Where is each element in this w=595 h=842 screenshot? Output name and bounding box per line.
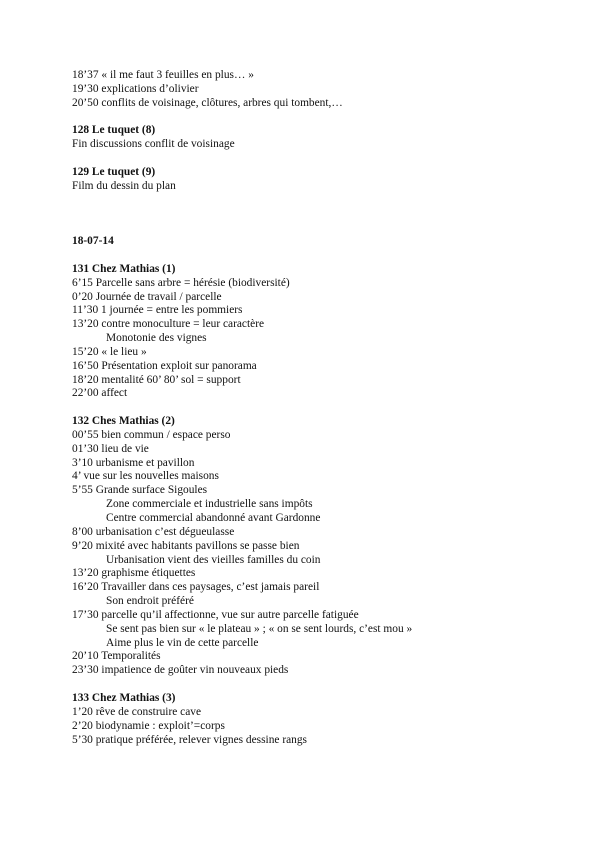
text-line: 20’50 conflits de voisinage, clôtures, arbres qui tombent,… bbox=[72, 96, 343, 109]
text-line: 5’30 pratique préférée, relever vignes dessine rangs bbox=[72, 733, 307, 746]
section-title-132: 132 Ches Mathias (2) bbox=[72, 415, 175, 428]
text-line: 17’30 parcelle qu’il affectionne, vue sur autre parcelle fatiguée bbox=[72, 608, 359, 621]
text-line: 13’20 graphisme étiquettes bbox=[72, 567, 196, 580]
text-line: 5’55 Grande surface Sigoules bbox=[72, 484, 208, 497]
text-line: 22’00 affect bbox=[72, 387, 128, 400]
indented-text-line: Zone commerciale et industrielle sans impôts bbox=[106, 498, 313, 511]
text-line: 18’37 « il me faut 3 feuilles en plus… » bbox=[72, 69, 254, 81]
text-line: 01’30 lieu de vie bbox=[72, 442, 149, 455]
text-line: 00’55 bien commun / espace perso bbox=[72, 428, 231, 441]
text-line: 1’20 rêve de construire cave bbox=[72, 705, 202, 718]
text-line: 18’20 mentalité 60’ 80’ sol = support bbox=[72, 373, 241, 386]
date-heading: 18-07-14 bbox=[72, 235, 114, 248]
text-line: 15’20 « le lieu » bbox=[72, 345, 147, 358]
text-line: 8’00 urbanisation c’est dégueulasse bbox=[72, 525, 235, 538]
text-line: 0’20 Journée de travail / parcelle bbox=[72, 290, 222, 303]
section-title-131: 131 Chez Mathias (1) bbox=[72, 262, 176, 275]
text-line: 20’10 Temporalités bbox=[72, 650, 161, 663]
indented-text-line: Se sent pas bien sur « le plateau » ; « on se sent lourds, c’est mou » bbox=[106, 622, 413, 635]
text-line: 4’ vue sur les nouvelles maisons bbox=[72, 470, 219, 483]
indented-text-line: Monotonie des vignes bbox=[106, 332, 207, 345]
text-line: 3’10 urbanisme et pavillon bbox=[72, 456, 195, 469]
text-line: 23’30 impatience de goûter vin nouveaux pieds bbox=[72, 664, 289, 677]
text-line: Film du dessin du plan bbox=[72, 179, 176, 192]
text-line: 9’20 mixité avec habitants pavillons se passe bien bbox=[72, 539, 300, 552]
section-title-128: 128 Le tuquet (8) bbox=[72, 124, 156, 137]
section-title-129: 129 Le tuquet (9) bbox=[72, 165, 156, 178]
indented-text-line: Aime plus le vin de cette parcelle bbox=[106, 636, 259, 649]
text-line: 16’20 Travailler dans ces paysages, c’est jamais pareil bbox=[72, 581, 320, 594]
indented-text-line: Son endroit préféré bbox=[106, 595, 194, 608]
text-line: 13’20 contre monoculture = leur caractère bbox=[72, 318, 265, 331]
text-line: 16’50 Présentation exploit sur panorama bbox=[72, 359, 257, 372]
indented-text-line: Urbanisation vient des vieilles familles du coin bbox=[106, 553, 321, 566]
text-line: 19’30 explications d’olivier bbox=[72, 82, 199, 95]
text-line: Fin discussions conflit de voisinage bbox=[72, 138, 235, 151]
indented-text-line: Centre commercial abandonné avant Gardonne bbox=[106, 512, 321, 524]
section-title-133: 133 Chez Mathias (3) bbox=[72, 691, 176, 704]
text-line: 11’30 1 journée = entre les pommiers bbox=[72, 304, 243, 317]
document-body bbox=[72, 69, 552, 747]
text-line: 2’20 biodynamie : exploit’=corps bbox=[72, 719, 225, 732]
text-line: 6’15 Parcelle sans arbre = hérésie (biodiversité) bbox=[72, 276, 290, 289]
